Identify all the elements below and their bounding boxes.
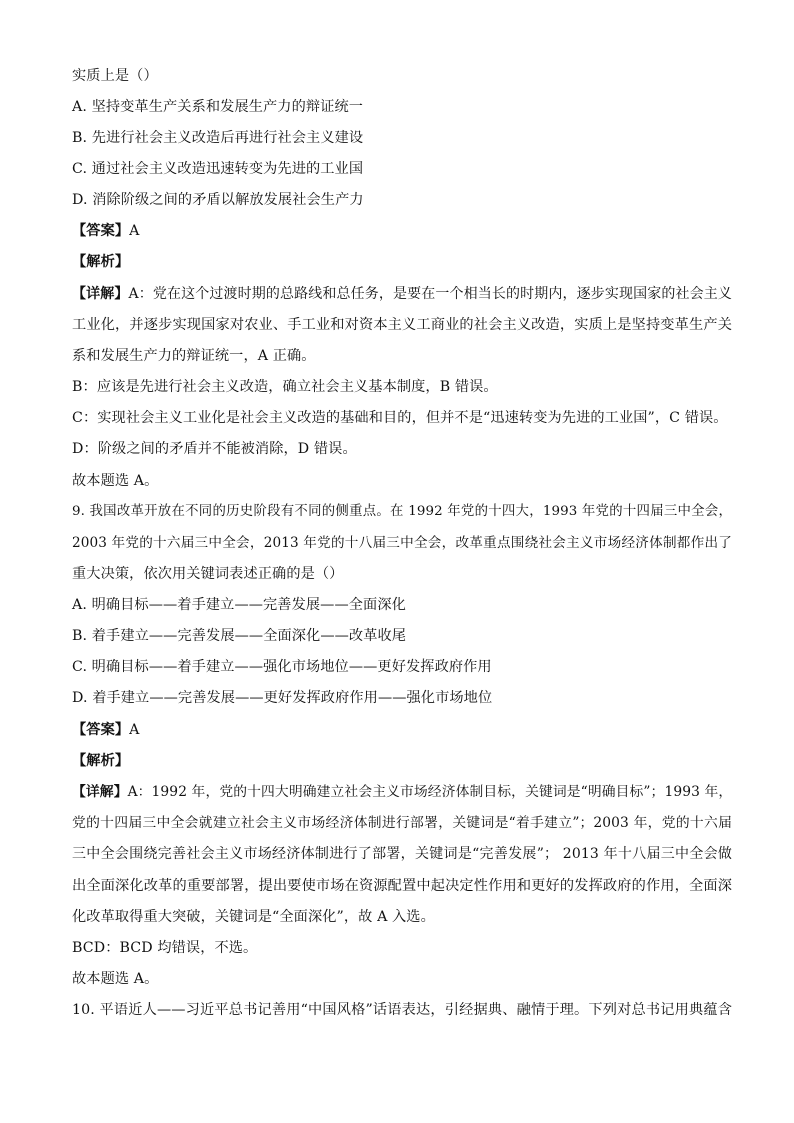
- q9-stem-line-2: 2003 年党的十六届三中全会，2013 年党的十八届三中全会，改革重点围绕社会主义市场经济体制都作出了: [72, 535, 732, 551]
- q9-conclusion: 故本题选 A。: [72, 971, 159, 987]
- q9-detail-line-1: [72, 782, 732, 802]
- q9-detail-text-1: A：1992 年，党的十四大明确建立社会主义市场经济体制目标，关键词是“明确目标”；1993 年，: [127, 784, 733, 800]
- q8-stem-tail: 实质上是（）: [72, 68, 158, 84]
- q8-detail-line-5: C：实现社会主义工业化是社会主义改造的基础和目的，但并不是“迅速转变为先进的工业国”，C 错误。: [72, 410, 728, 426]
- q8-analysis-tag: 【解析】: [72, 254, 130, 270]
- q8-option-d: D. 消除阶级之间的矛盾以解放发展社会生产力: [72, 192, 364, 208]
- q8-answer: [72, 221, 732, 241]
- q8-conclusion: 故本题选 A。: [72, 473, 159, 489]
- q9-option-c: C. 明确目标——着手建立——强化市场地位——更好发挥政府作用: [72, 659, 492, 675]
- q8-detail-line-1: [72, 284, 732, 304]
- q8-detail-line-4: B：应该是先进行社会主义改造，确立社会主义基本制度，B 错误。: [72, 379, 498, 395]
- q8-detail-tag: 【详解】: [72, 286, 129, 302]
- q8-detail-line-6: D：阶级之间的矛盾并不能被消除，D 错误。: [72, 441, 357, 457]
- q9-analysis-tag: 【解析】: [72, 753, 130, 769]
- q9-option-d: D. 着手建立——完善发展——更好发挥政府作用——强化市场地位: [72, 690, 493, 706]
- q8-option-b: B. 先进行社会主义改造后再进行社会主义建设: [72, 130, 364, 146]
- q8-answer-value: A: [129, 223, 140, 239]
- q9-answer-value: A: [129, 722, 140, 738]
- q9-answer: [72, 720, 732, 740]
- q9-detail-line-2: 党的十四届三中全会就建立社会主义市场经济体制进行部署，关键词是“着手建立”；2003 年，党的十六届: [72, 815, 732, 831]
- q9-answer-tag: 【答案】: [72, 722, 130, 738]
- q8-option-a: A. 坚持变革生产关系和发展生产力的辩证统一: [72, 99, 364, 115]
- q9-option-a: A. 明确目标——着手建立——完善发展——全面深化: [72, 597, 406, 613]
- q9-detail-line-3: 三中全会围绕完善社会主义市场经济体制进行了部署，关键词是“完善发展”； 2013 年十八届三中全会做: [72, 846, 732, 862]
- q8-detail-text-1: A：党在这个过渡时期的总路线和总任务，是要在一个相当长的时期内，逐步实现国家的社会主义: [128, 286, 732, 302]
- q9-detail-line-5: 化改革取得重大突破，关键词是“全面深化”，故 A 入选。: [72, 909, 435, 925]
- q8-option-c: C. 通过社会主义改造迅速转变为先进的工业国: [72, 161, 364, 177]
- q9-detail-tag: 【详解】: [72, 784, 128, 800]
- q10-stem-line-1: 10. 平语近人——习近平总书记善用“中国风格”话语表达，引经据典、融情于理。下列对总书记用典蕴含: [72, 1002, 732, 1018]
- q9-stem-line-1: 9. 我国改革开放在不同的历史阶段有不同的侧重点。在 1992 年党的十四大，1993 年党的十四届三中全会，: [72, 504, 732, 519]
- q9-detail-line-6: BCD：BCD 均错误，不选。: [72, 940, 258, 956]
- q8-detail-line-2: 工业化，并逐步实现国家对农业、手工业和对资本主义工商业的社会主义改造，实质上是坚持变革生产关: [72, 317, 732, 333]
- q8-detail-line-3: 系和发展生产力的辩证统一，A 正确。: [72, 348, 316, 364]
- q9-option-b: B. 着手建立——完善发展——全面深化——改革收尾: [72, 628, 407, 644]
- q8-answer-tag: 【答案】: [72, 223, 130, 239]
- q9-stem-line-3: 重大决策，依次用关键词表述正确的是（）: [72, 566, 344, 582]
- q9-detail-line-4: 出全面深化改革的重要部署，提出要使市场在资源配置中起决定性作用和更好的发挥政府的作用，全面深: [72, 878, 732, 894]
